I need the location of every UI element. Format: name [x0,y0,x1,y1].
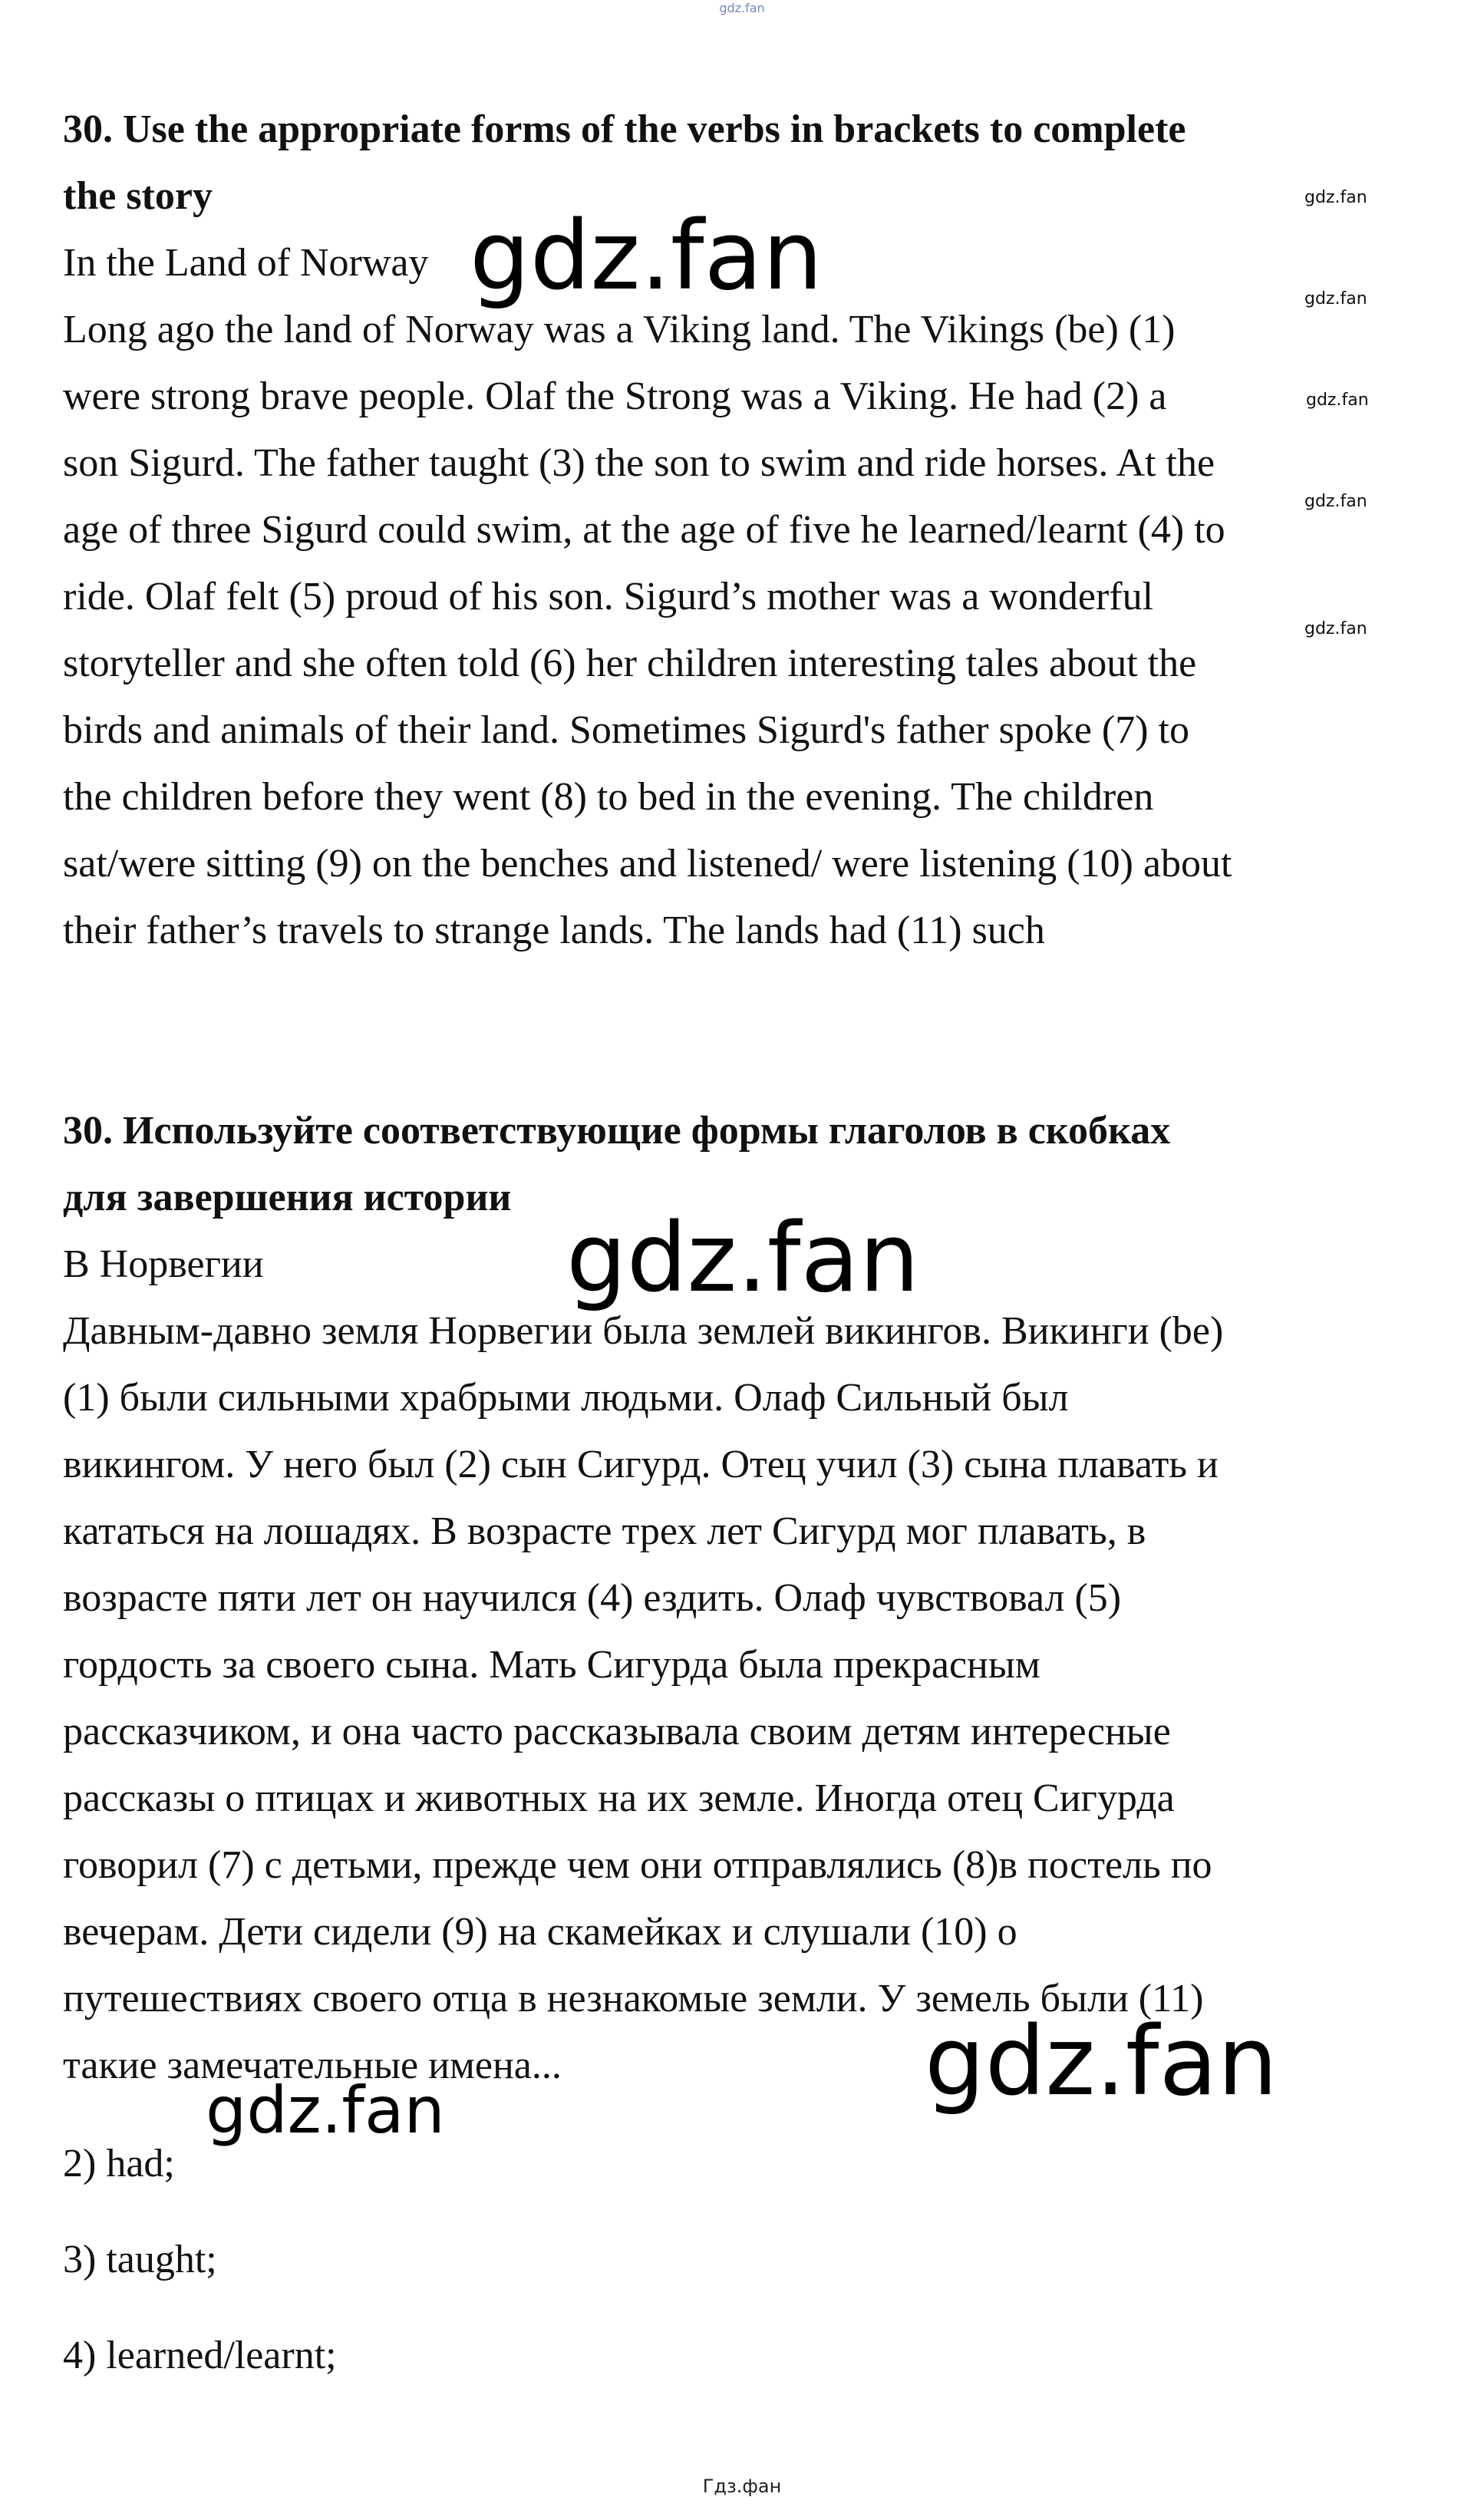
watermark-small: gdz.fan [1304,619,1367,638]
russian-text-line: рассказы о птицах и животных на их земле. Иногда отец Сигурда [63,1776,1175,1820]
watermark-logo: gdz.fan [470,201,823,312]
russian-text-line: кататься на лошадях. В возрасте трех лет Сигурд мог плавать, в [63,1509,1146,1553]
english-text-line: birds and animals of their land. Sometimes Sigurd's father spoke (7) to [63,708,1189,752]
answer-item: 2) had; [63,2142,175,2185]
watermark-small: gdz.fan [1304,492,1367,511]
russian-text-line: рассказчиком, и она часто рассказывала своим детям интересные [63,1710,1171,1753]
english-heading-line-2: the story [63,174,213,218]
russian-text-line: викингом. У него был (2) сын Сигурд. Отец учил (3) сына плавать и [63,1443,1219,1486]
russian-heading-line-2: для завершения истории [63,1176,512,1219]
english-text-line: sat/were sitting (9) on the benches and listened/ were listening (10) about [63,842,1232,886]
english-text-line: were strong brave people. Olaf the Strong was a Viking. He had (2) a [63,374,1167,418]
russian-story-title: В Норвегии [63,1242,264,1286]
russian-text-line: вечерам. Дети сидели (9) на скамейках и слушали (10) о [63,1910,1017,1954]
english-text-line: age of three Sigurd could swim, at the age of five he learned/learnt (4) to [63,508,1225,552]
watermark-small: gdz.fan [1304,188,1367,207]
russian-text-line: такие замечательные имена... [63,2044,562,2087]
russian-text-line: гордость за своего сына. Мать Сигурда была прекрасным [63,1643,1040,1687]
english-text-line: the children before they went (8) to bed in the evening. The children [63,775,1154,819]
watermark-small: gdz.fan [1306,391,1369,410]
english-text-line: son Sigurd. The father taught (3) the son to swim and ride horses. At the [63,441,1215,485]
english-story-title: In the Land of Norway [63,241,429,285]
english-text-line: ride. Olaf felt (5) proud of his son. Sigurd’s mother was a wonderful [63,575,1154,619]
english-heading-line-1: 30. Use the appropriate forms of the verbs in brackets to complete [63,107,1186,151]
russian-text-line: возрасте пяти лет он научился (4) ездить. Олаф чувствовал (5) [63,1576,1122,1620]
watermark-small: gdz.fan [1304,289,1367,308]
russian-heading-line-1: 30. Используйте соответствующие формы глаголов в скобках [63,1109,1171,1153]
watermark-logo: gdz.fan [925,2007,1278,2117]
russian-text-line: путешествиях своего отца в незнакомые земли. У земель были (11) [63,1977,1204,2020]
english-text-line: storyteller and she often told (6) her children interesting tales about the [63,642,1197,685]
footer-watermark: Гдз.фан [702,2476,782,2497]
watermark-logo: gdz.fan [206,2073,445,2148]
russian-text-line: (1) были сильными храбрыми людьми. Олаф Сильный был [63,1376,1069,1420]
watermark-logo: gdz.fan [566,1203,920,1314]
english-text-line: Long ago the land of Norway was a Viking land. The Vikings (be) (1) [63,308,1176,351]
header-watermark: gdz.fan [719,1,765,15]
answer-item: 4) learned/learnt; [63,2334,337,2377]
russian-text-line: Давным-давно земля Норвегии была землей викингов. Викинги (be) [63,1309,1224,1353]
english-text-line: their father’s travels to strange lands. The lands had (11) such [63,909,1045,952]
russian-text-line: говорил (7) с детьми, прежде чем они отправлялись (8)в постель по [63,1843,1212,1887]
answer-item: 3) taught; [63,2238,217,2281]
